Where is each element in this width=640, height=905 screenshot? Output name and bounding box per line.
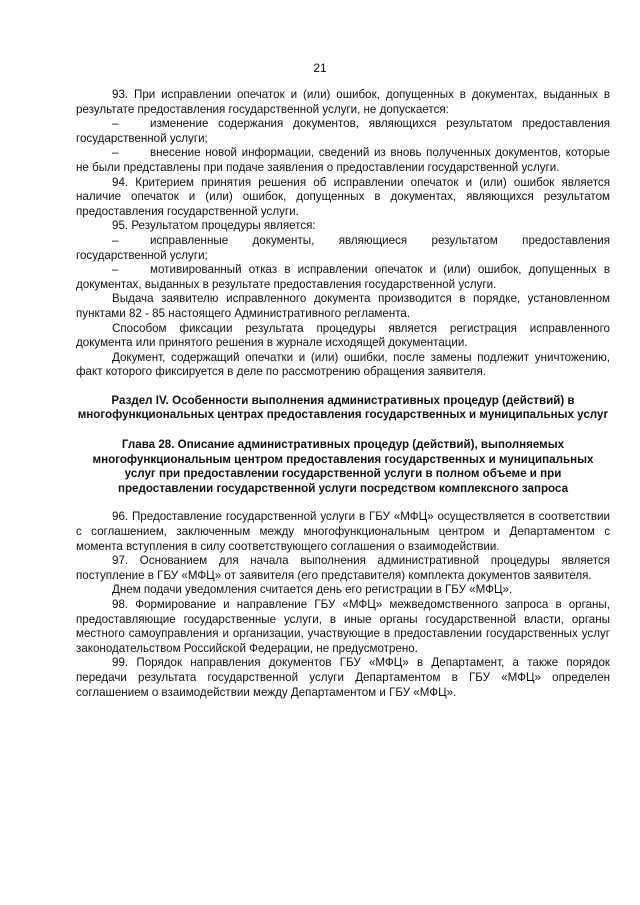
paragraph: 96. Предоставление государственной услуги в ГБУ «МФЦ» осуществляется в соответствии с соглашением, заключенным между многофункциональным центром и Департаментом с момента вступления в силу соответствующего соглашения о взаимодействии.: [76, 510, 610, 553]
section-heading: Раздел IV. Особенности выполнения административных процедур (действий) в многофункциональных центрах предоставления государственных и муниципальных услуг: [77, 393, 609, 422]
list-item-text: изменение содержания документов, являющихся результатом предоставления государственной услуги;: [76, 117, 610, 145]
paragraph: 93. При исправлении опечаток и (или) ошибок, допущенных в документах, выданных в результате предоставления государственной услуги, не допускается:: [76, 88, 610, 116]
dash-marker: –: [112, 146, 119, 160]
list-item: [76, 146, 610, 175]
paragraph: Днем подачи уведомления считается день его регистрации в ГБУ «МФЦ».: [112, 583, 513, 597]
list-item: [76, 234, 610, 263]
paragraph: 98. Формирование и направление ГБУ «МФЦ» межведомственного запроса в органы, предоставляющие государственные услуги, в иные органы государственной власти, органы местного самоуправления и организации, участвующие в предоставлении государственных услуг законодательством Российской Федерации, не предусмотрено.: [76, 598, 610, 655]
document-body: [76, 88, 610, 700]
list-item-text: исправленные документы, являющиеся результатом предоставления государственной услуги;: [76, 233, 610, 262]
dash-marker: –: [112, 117, 119, 131]
paragraph: Способом фиксации результата процедуры является регистрация исправленного документа или принятого решения в журнале исходящей документации.: [76, 321, 610, 350]
paragraph: 94. Критерием принятия решения об исправлении опечаток и (или) ошибок является наличие опечаток и (или) ошибок, допущенных в документах, являющихся результатом предоставления государственной услуги.: [76, 175, 610, 218]
list-item-text: внесение новой информации, сведений из вновь полученных документов, которые не были представлены при подаче заявления о предоставлении государственной услуги.: [76, 146, 610, 174]
paragraph: 97. Основанием для начала выполнения административной процедуры является поступление в ГБУ «МФЦ» от заявителя (его представителя) комплекта документов заявителя.: [76, 554, 610, 582]
paragraph: 95. Результатом процедуры является:: [112, 219, 316, 233]
paragraph: 99. Порядок направления документов ГБУ «МФЦ» в Департамент, а также порядок передачи результата государственной услуги Департаментом в ГБУ «МФЦ» определен соглашением о взаимодействии между Департаментом и ГБУ «МФЦ».: [76, 656, 610, 699]
list-item: [76, 263, 610, 292]
page-number: 21: [313, 61, 327, 75]
chapter-heading: Глава 28. Описание административных процедур (действий), выполняемых многофункциональным центром предоставления государственных и муниципальных услуг при предоставлении государственной услуги в полном объеме и при предоставлении государственной услуги посредством комплексного запроса: [92, 438, 594, 495]
paragraph: Выдача заявителю исправленного документа производится в порядке, установленном пунктами 82 - 85 настоящего Административного регламента.: [76, 292, 610, 320]
list-item: [76, 117, 610, 146]
paragraph: Документ, содержащий опечатки и (или) ошибки, после замены подлежит уничтожению, факт которого фиксируется в деле по рассмотрению обращения заявителя.: [76, 350, 610, 379]
list-item-text: мотивированный отказ в исправлении опечаток и (или) ошибок, допущенных в документах, выданных в результате предоставления государственной услуги.: [76, 263, 610, 291]
dash-marker: –: [112, 263, 119, 277]
dash-marker: –: [112, 233, 119, 247]
